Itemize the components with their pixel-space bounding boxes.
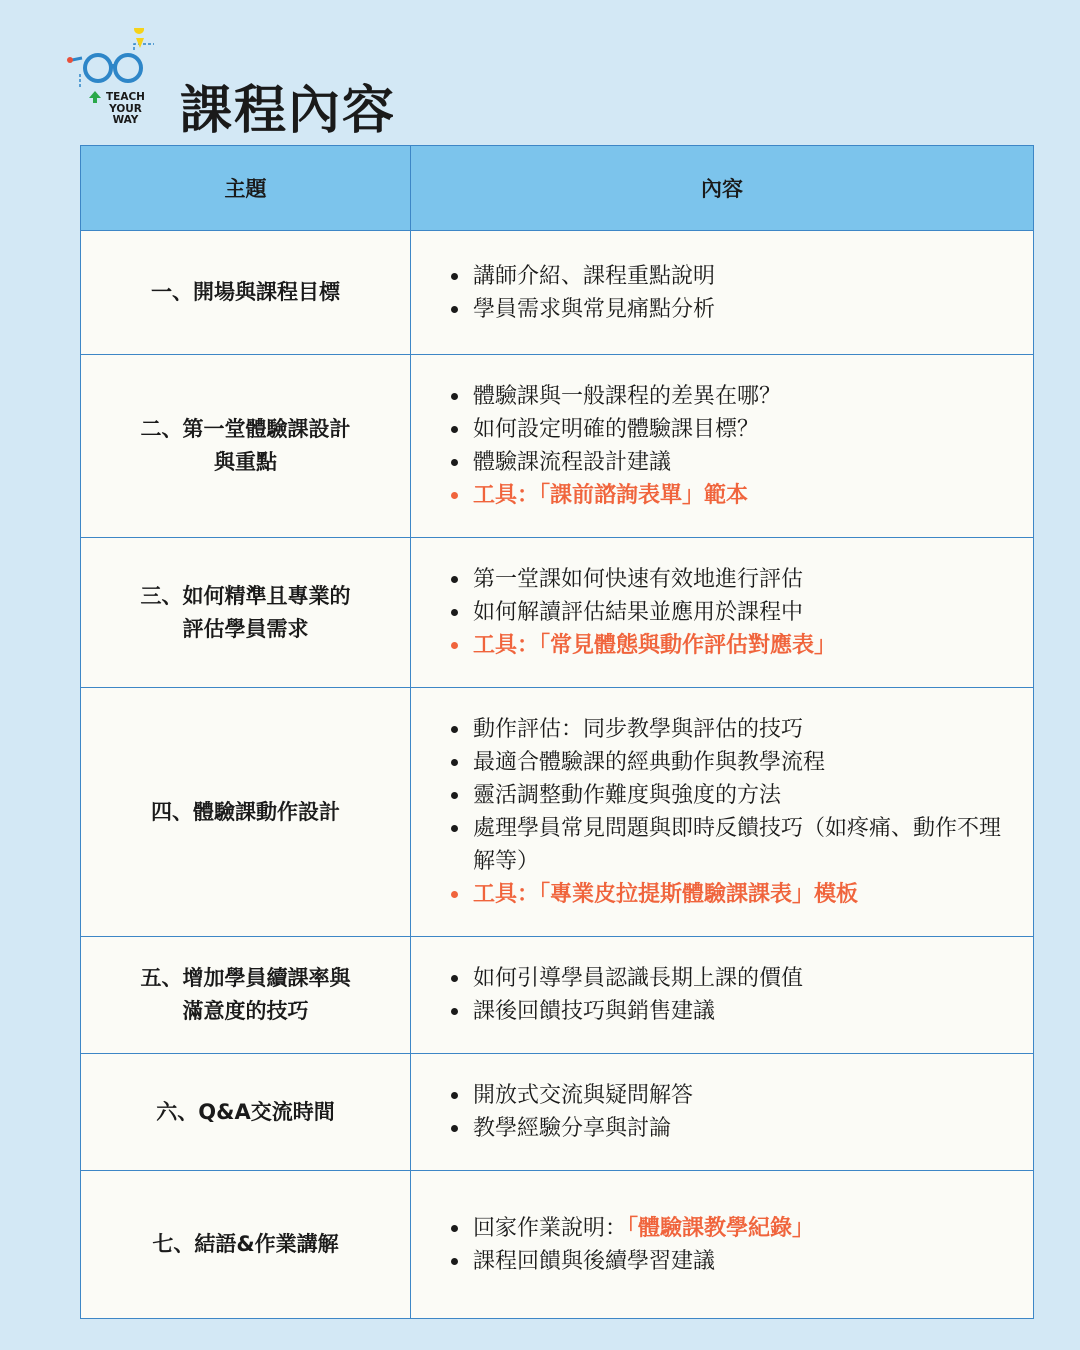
logo-line: TEACH (106, 91, 145, 103)
content-list (451, 713, 1013, 911)
row-content (411, 231, 1034, 355)
list-item (451, 380, 1013, 413)
row-topic: 六、Q&A交流時間 (81, 1054, 411, 1171)
list-item-text: 第一堂課如何快速有效地進行評估 (473, 567, 804, 592)
table-row (81, 231, 1034, 355)
list-item-text: 工具：「專業皮拉提斯體驗課課表」模板 (473, 882, 859, 907)
table-row (81, 937, 1034, 1054)
content-list (451, 962, 1013, 1028)
list-item-text: 如何解讀評估結果並應用於課程中 (473, 600, 804, 625)
list-item (451, 1212, 1013, 1245)
list-item (451, 293, 1013, 326)
row-topic: 一、開場與課程目標 (81, 231, 411, 355)
course-table (80, 145, 1034, 1319)
table-row (81, 688, 1034, 937)
list-item (451, 746, 1013, 779)
content-list (451, 260, 1013, 326)
tool-list-item (451, 878, 1013, 911)
list-item-text: 處理學員常見問題與即時反饋技巧（如疼痛、動作不理解等） (473, 816, 1002, 874)
list-item (451, 446, 1013, 479)
list-item-text: 體驗課與一般課程的差異在哪？ (473, 384, 782, 409)
table-row (81, 355, 1034, 538)
content-list (451, 1079, 1013, 1145)
row-topic: 五、增加學員續課率與 滿意度的技巧 (81, 937, 411, 1054)
content-list (451, 380, 1013, 512)
list-item-text: 最適合體驗課的經典動作與教學流程 (473, 750, 826, 775)
list-item (451, 812, 1013, 878)
list-item (451, 563, 1013, 596)
list-item-text: 如何引導學員認識長期上課的價值 (473, 966, 804, 991)
table-row (81, 1054, 1034, 1171)
row-content (411, 355, 1034, 538)
header-content: 內容 (411, 146, 1034, 231)
logo-line: YOUR (109, 102, 142, 115)
list-item-text: 動作評估：同步教學與評估的技巧 (473, 717, 804, 742)
list-item (451, 962, 1013, 995)
list-item-text: 課後回饋技巧與銷售建議 (473, 999, 716, 1024)
list-item (451, 1079, 1013, 1112)
list-item (451, 995, 1013, 1028)
list-item-text: 回家作業說明： (473, 1215, 628, 1241)
list-item-text: 工具：「課前諮詢表單」範本 (473, 483, 749, 508)
row-topic: 七、結語&作業講解 (81, 1171, 411, 1319)
list-item-text: 體驗課流程設計建議 (473, 450, 672, 475)
tool-list-item (451, 629, 1013, 662)
highlight-text: 「體驗課教學紀錄」 (627, 1215, 815, 1241)
page-title: 課程內容 (180, 81, 397, 141)
table-header-row (81, 146, 1034, 231)
list-item-text: 工具：「常見體態與動作評估對應表」 (473, 633, 837, 658)
list-item-text: 開放式交流與疑問解答 (473, 1083, 694, 1108)
list-item (451, 1245, 1013, 1278)
table-row (81, 1171, 1034, 1319)
list-item (451, 596, 1013, 629)
table-row (81, 538, 1034, 688)
row-content (411, 688, 1034, 937)
tool-list-item (451, 479, 1013, 512)
row-content (411, 1054, 1034, 1171)
list-item-text: 教學經驗分享與討論 (473, 1116, 672, 1141)
list-item (451, 260, 1013, 293)
glasses-icon (64, 28, 164, 88)
content-list (451, 563, 1013, 662)
row-topic: 四、體驗課動作設計 (81, 688, 411, 937)
arrow-up-icon (88, 90, 102, 104)
row-content (411, 1171, 1034, 1319)
list-item-text: 靈活調整動作難度與強度的方法 (473, 783, 782, 808)
logo-line: WAY (112, 114, 139, 126)
header-topic: 主題 (81, 146, 411, 231)
list-item-text: 學員需求與常見痛點分析 (473, 296, 716, 322)
list-item (451, 779, 1013, 812)
list-item (451, 1112, 1013, 1145)
list-item-text: 講師介紹、課程重點說明 (473, 263, 716, 289)
row-content (411, 937, 1034, 1054)
list-item (451, 713, 1013, 746)
logo-wordmark (106, 92, 145, 127)
row-topic: 二、第一堂體驗課設計 與重點 (81, 355, 411, 538)
content-list (451, 1212, 1013, 1278)
list-item (451, 413, 1013, 446)
row-topic: 三、如何精準且專業的 評估學員需求 (81, 538, 411, 688)
list-item-text: 如何設定明確的體驗課目標？ (473, 417, 760, 442)
list-item-text: 課程回饋與後續學習建議 (473, 1248, 716, 1274)
row-content (411, 538, 1034, 688)
